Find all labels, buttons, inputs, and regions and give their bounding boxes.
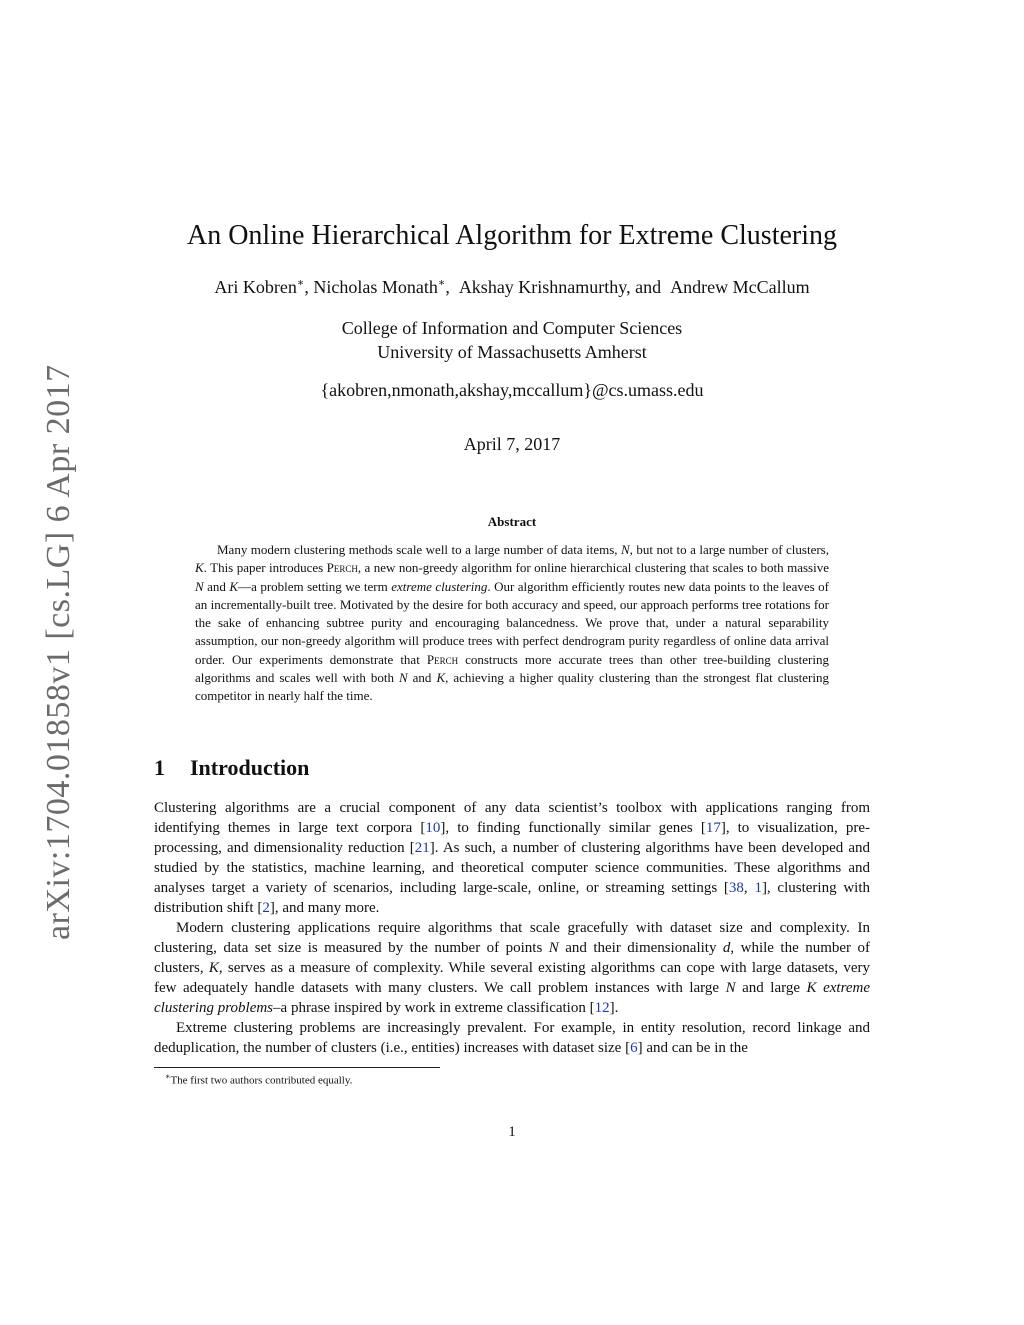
author-list: Ari Kobren∗, Nicholas Monath∗, Akshay Krishnamurthy, and Andrew McCallum <box>214 277 810 297</box>
abstract-text: Many modern clustering methods scale well to a large number of data items, N, but not to a large number of clusters, K. This paper introduces Perch, a new non-greedy algorithm for online hierarchical clustering that scales to both massive N and K—a problem setting we term extreme clustering. Our algorithm efficiently routes new data points to the leaves of an incrementally-built tree. Motivated by the desire for both accuracy and speed, our approach performs tree rotations for the sake of enhancing subtree purity and encouraging balancedness. We prove that, under a natural separability assumption, our non-greedy algorithm will produce trees with perfect dendrogram purity regardless of online data arrival order. Our experiments demonstrate that Perch constructs more accurate trees than other tree-building clustering algorithms and scales well with both N and K, achieving a higher quality clustering than the strongest flat clustering competitor in nearly half the time. <box>195 542 829 704</box>
author-name: Andrew McCallum <box>670 277 810 297</box>
page-number: 1 <box>508 1124 516 1140</box>
citation-link[interactable]: 12 <box>594 1000 610 1016</box>
section-number: 1 <box>154 755 165 780</box>
affiliation <box>0 316 1024 364</box>
section-title: Introduction <box>190 755 310 780</box>
arxiv-identifier: arXiv:1704.01858v1 [cs.LG] 6 Apr 2017 <box>40 364 77 940</box>
citation-link[interactable]: 21 <box>414 840 430 856</box>
footnote-rule <box>154 1067 440 1068</box>
paragraph: Clustering algorithms are a crucial component of any data scientist’s toolbox with applications ranging from identifying themes in large text corpora [10], to finding functionally similar genes [17], to visualization, pre-processing, and dimensionality reduction [21]. As such, a number of clustering algorithms have been developed and studied by the statistics, machine learning, and theoretical computer science communities. These algorithms and analyses target a variety of scenarios, including large-scale, online, or streaming settings [38, 1], clustering with distribution shift [2], and many more. <box>154 800 871 916</box>
paper-date: April 7, 2017 <box>463 434 561 454</box>
author-emails: {akobren,nmonath,akshay,mccallum}@cs.umass.edu <box>320 380 704 400</box>
citation-link[interactable]: 2 <box>262 900 270 916</box>
paragraph: Extreme clustering problems are increasingly prevalent. For example, in entity resolution, record linkage and deduplication, the number of clusters (i.e., entities) increases with dataset size [6] and can be in the <box>154 1020 870 1056</box>
author-name: Akshay Krishnamurthy, and <box>458 277 662 297</box>
author-name: Nicholas Monath <box>313 277 438 297</box>
citation-link[interactable]: 17 <box>705 820 721 836</box>
footnote <box>165 1072 352 1087</box>
section-heading <box>154 755 309 781</box>
paragraph: Modern clustering applications require algorithms that scale gracefully with dataset size and complexity. In clustering, data set size is measured by the number of points N and their dimensionality d, while the number of clusters, K, serves as a measure of complexity. While several existing algorithms can cope with large datasets, very few adequately handle datasets with many clusters. We call problem instances with large N and large K extreme clustering problems–a phrase inspired by work in extreme classification [12]. <box>154 920 871 1016</box>
citation-link[interactable]: 38 <box>728 880 744 896</box>
equal-contribution-mark: ∗ <box>296 277 305 289</box>
author-name: Ari Kobren <box>214 277 297 297</box>
citation-link[interactable]: 1 <box>754 880 762 896</box>
citation-link[interactable]: 6 <box>630 1040 638 1056</box>
paper-title: An Online Hierarchical Algorithm for Extreme Clustering <box>186 220 838 251</box>
footnote-mark: ∗ <box>165 1072 171 1081</box>
footnote-text: The first two authors contributed equally. <box>170 1074 353 1087</box>
equal-contribution-mark: ∗ <box>437 277 446 289</box>
citation-link[interactable]: 10 <box>425 820 441 836</box>
affiliation-line: College of Information and Computer Sciences <box>341 318 683 338</box>
abstract-heading: Abstract <box>487 514 537 529</box>
introduction-body <box>154 798 870 1058</box>
affiliation-line: University of Massachusetts Amherst <box>377 342 647 362</box>
